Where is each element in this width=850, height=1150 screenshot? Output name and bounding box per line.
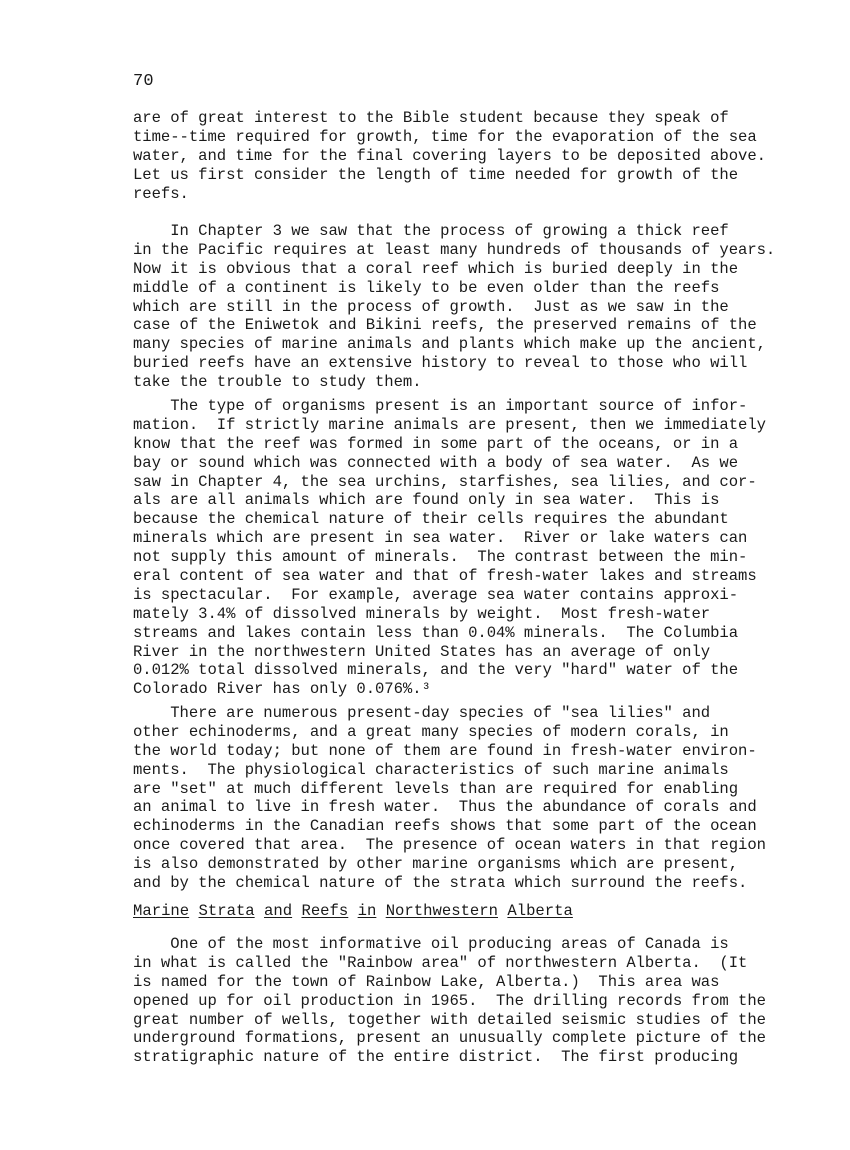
text-line: are "set" at much different levels than are required for enabling	[133, 779, 739, 798]
text-line: and by the chemical nature of the strata which surround the reefs.	[133, 874, 748, 893]
text-line: great number of wells, together with detailed seismic studies of the	[133, 1010, 766, 1029]
text-line: River in the northwestern United States has an average of only	[133, 642, 711, 661]
text-line: not supply this amount of minerals. The contrast between the min-	[133, 548, 748, 567]
text-line: saw in Chapter 4, the sea urchins, starfishes, sea lilies, and cor-	[133, 472, 757, 491]
heading-word: Northwestern	[385, 902, 498, 920]
text-line: ments. The physiological characteristics of such marine animals	[133, 760, 729, 779]
text-line: because the chemical nature of their cells requires the abundant	[133, 510, 729, 529]
heading-word: in	[357, 902, 377, 920]
paragraph-4	[133, 704, 766, 893]
text-line: is spectacular. For example, average sea water contains approxi-	[133, 585, 739, 604]
text-line: minerals which are present in sea water. River or lake waters can	[133, 529, 748, 548]
text-line: One of the most informative oil producing areas of Canada is	[133, 935, 729, 953]
paragraph-1	[133, 109, 766, 203]
text-line: underground formations, present an unusually complete picture of the	[133, 1029, 766, 1048]
heading-word: Reefs	[301, 902, 349, 920]
text-line: is also demonstrated by other marine organisms which are present,	[133, 855, 739, 874]
paragraph-2	[133, 222, 775, 392]
text-line: There are numerous present-day species of "sea lilies" and	[133, 704, 711, 722]
heading-word: and	[264, 902, 293, 920]
text-line: mation. If strictly marine animals are present, then we immediately	[133, 415, 766, 434]
text-line: In Chapter 3 we saw that the process of growing a thick reef	[133, 222, 729, 240]
paragraph-3	[133, 397, 766, 699]
paragraph-5	[133, 935, 766, 1067]
text-line: 0.012% total dissolved minerals, and the very "hard" water of the	[133, 661, 739, 680]
text-line: streams and lakes contain less than 0.04% minerals. The Columbia	[133, 623, 739, 642]
text-line: which are still in the process of growth. Just as we saw in the	[133, 297, 729, 316]
text-line: buried reefs have an extensive history to reveal to those who will	[133, 354, 748, 373]
text-line: case of the Eniwetok and Bikini reefs, the preserved remains of the	[133, 316, 757, 335]
text-line: are of great interest to the Bible student because they speak of	[133, 109, 729, 127]
text-line: in the Pacific requires at least many hundreds of thousands of years.	[133, 240, 776, 259]
page-number: 70	[133, 72, 154, 91]
text-line: time--time required for growth, time for the evaporation of the sea	[133, 127, 757, 146]
text-line: other echinoderms, and a great many species of modern corals, in	[133, 722, 729, 741]
text-line: reefs.	[133, 184, 189, 203]
text-line: know that the reef was formed in some part of the oceans, or in a	[133, 434, 739, 453]
text-line: mately 3.4% of dissolved minerals by weight. Most fresh-water	[133, 604, 711, 623]
text-line: eral content of sea water and that of fresh-water lakes and streams	[133, 567, 757, 586]
text-line: opened up for oil production in 1965. The drilling records from the	[133, 991, 766, 1010]
text-line: The type of organisms present is an important source of infor-	[133, 397, 748, 415]
text-line: bay or sound which was connected with a body of sea water. As we	[133, 453, 739, 472]
text-line: als are all animals which are found only in sea water. This is	[133, 491, 720, 510]
text-line: echinoderms in the Canadian reefs shows that some part of the ocean	[133, 817, 757, 836]
text-line: many species of marine animals and plants which make up the ancient,	[133, 335, 766, 354]
text-line: take the trouble to study them.	[133, 373, 422, 392]
text-line: stratigraphic nature of the entire district. The first producing	[133, 1048, 739, 1067]
text-line: in what is called the "Rainbow area" of northwestern Alberta. (It	[133, 953, 748, 972]
text-line: Now it is obvious that a coral reef which is buried deeply in the	[133, 259, 739, 278]
text-line: Colorado River has only 0.076%.³	[133, 680, 431, 699]
text-line: water, and time for the final covering layers to be deposited above.	[133, 146, 766, 165]
heading-word: Strata	[198, 902, 255, 920]
heading-word: Marine	[133, 902, 190, 920]
text-line: once covered that area. The presence of ocean waters in that region	[133, 836, 766, 855]
text-line: the world today; but none of them are found in fresh-water environ-	[133, 741, 757, 760]
section-heading	[133, 902, 573, 921]
text-line: middle of a continent is likely to be even older than the reefs	[133, 278, 720, 297]
text-line: an animal to live in fresh water. Thus the abundance of corals and	[133, 798, 757, 817]
heading-word: Alberta	[507, 902, 573, 920]
text-line: Let us first consider the length of time needed for growth of the	[133, 165, 739, 184]
text-line: is named for the town of Rainbow Lake, Alberta.) This area was	[133, 972, 720, 991]
